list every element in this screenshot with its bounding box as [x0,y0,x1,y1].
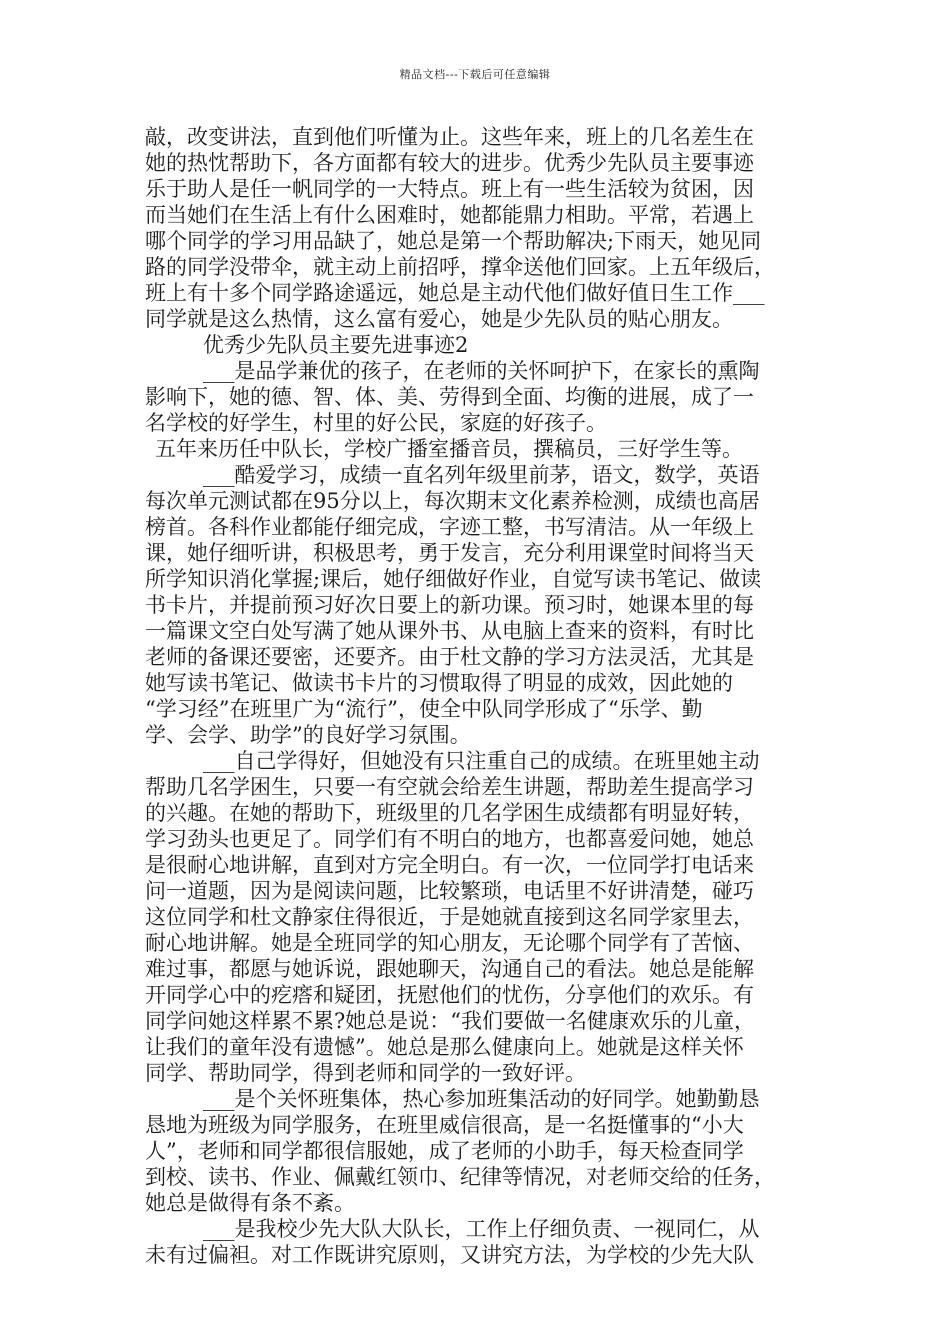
text-line: “学习经”在班里广为“流行”，使全中队同学形成了“乐学、勤 [145,697,703,721]
text-line: 未有过偏袒。对工作既讲究原则，又讲究方法，为学校的少先大队 [145,1243,754,1267]
text-line: 每次单元测试都在95分以上，每次期末文化素养检测，成绩也高居 [145,489,760,513]
text-line: 书卡片，并提前预习好次日要上的新功课。预习时，她课本里的每 [145,593,754,617]
text-line: 同学就是这么热情，这么富有爱心，她是少先队员的贴心朋友。 [145,307,733,331]
text-line: 路的同学没带伞，就主动上前招呼，撑伞送他们回家。上五年级后， [145,255,775,279]
text-line: ___是我校少先大队大队长，工作上仔细负责、一视同仁，从 [203,1217,760,1241]
text-line: 她的热忱帮助下，各方面都有较大的进步。优秀少先队员主要事迹 [145,151,754,175]
text-line: 开同学心中的疙瘩和疑团，抚慰他们的忧伤，分享他们的欢乐。有 [145,983,754,1007]
text-line: 所学知识消化掌握;课后，她仔细做好作业，自觉写读书笔记、做读 [145,567,762,591]
text-line: 敲，改变讲法，直到他们听懂为止。这些年来，班上的几名差生在 [145,125,754,149]
text-line: 这位同学和杜文静家住得很近，于是她就直接到这名同学家里去， [145,905,754,929]
text-line: ___是个关怀班集体，热心参加班集活动的好同学。她勤勤恳 [203,1087,760,1111]
text-line: 老师的备课还要密，还要齐。由于杜文静的学习方法灵活，尤其是 [145,645,754,669]
text-line: 影响下，她的德、智、体、美、劳得到全面、均衡的进展，成了一 [145,385,754,409]
text-line: 问一道题，因为是阅读问题，比较繁琐，电话里不好讲清楚，碰巧 [145,879,754,903]
text-line: 哪个同学的学习用品缺了，她总是第一个帮助解决;下雨天，她见同 [145,229,762,253]
text-line: 班上有十多个同学路途遥远，她总是主动代他们做好值日生工作___ [145,281,765,305]
text-line: 课，她仔细听讲，积极思考，勇于发言，充分利用课堂时间将当天 [145,541,754,565]
text-line: 让我们的童年没有遗憾”。她总是那么健康向上。她就是这样关怀 [145,1035,744,1059]
text-line: 难过事，都愿与她诉说，跟她聊天，沟通自己的看法。她总是能解 [145,957,754,981]
text-line: 的兴趣。在她的帮助下，班级里的几名学困生成绩都有明显好转， [145,801,754,825]
text-line: 优秀少先队员主要先进事迹2 [203,333,469,357]
text-line: 榜首。各科作业都能仔细完成，字迹工整，书写清洁。从一年级上 [145,515,754,539]
text-line: 而当她们在生活上有什么困难时，她都能鼎力相助。平常，若遇上 [145,203,754,227]
text-line: ___酷爱学习，成绩一直名列年级里前茅，语文，数学，英语 [203,463,760,487]
text-line: 名学校的好学生，村里的好公民，家庭的好孩子。 [145,411,607,435]
text-line: ___自己学得好，但她没有只注重自己的成绩。在班里她主动 [203,749,760,773]
text-line: 学、会学、助学”的良好学习氛围。 [145,723,471,747]
text-line: 她写读书笔记、做读书卡片的习惯取得了明显的成效，因此她的 [145,671,733,695]
text-line: ___是品学兼优的孩子，在老师的关怀呵护下，在家长的熏陶 [203,359,760,383]
text-line: 人”，老师和同学都很信服她，成了老师的小助手，每天检查同学 [145,1139,744,1163]
text-line: 同学问她这样累不累?她总是说：“我们要做一名健康欢乐的儿童， [145,1009,755,1033]
text-line: 她总是做得有条不紊。 [145,1191,355,1215]
text-line: 帮助几名学困生，只要一有空就会给差生讲题，帮助差生提高学习 [145,775,754,799]
text-line: 乐于助人是任一帆同学的一大特点。班上有一些生活较为贫困，因 [145,177,754,201]
page-header: 精品文档---下载后可任意编辑 [399,68,551,81]
text-line: 一篇课文空白处写满了她从课外书、从电脑上查来的资料，有时比 [145,619,754,643]
text-line: 同学、帮助同学，得到老师和同学的一致好评。 [145,1061,586,1085]
text-line: 五年来历任中队长，学校广播室播音员，撰稿员，三好学生等。 [155,437,743,461]
text-line: 到校、读书、作业、佩戴红领巾、纪律等情况，对老师交给的任务， [145,1165,775,1189]
text-line: 恳地为班级为同学服务，在班里威信很高，是一名挺懂事的“小大 [145,1113,744,1137]
text-line: 耐心地讲解。她是全班同学的知心朋友，无论哪个同学有了苦恼、 [145,931,754,955]
text-line: 学习劲头也更足了。同学们有不明白的地方，也都喜爱问她，她总 [145,827,754,851]
document-body [145,124,825,1268]
text-line: 是很耐心地讲解，直到对方完全明白。有一次，一位同学打电话来 [145,853,754,877]
